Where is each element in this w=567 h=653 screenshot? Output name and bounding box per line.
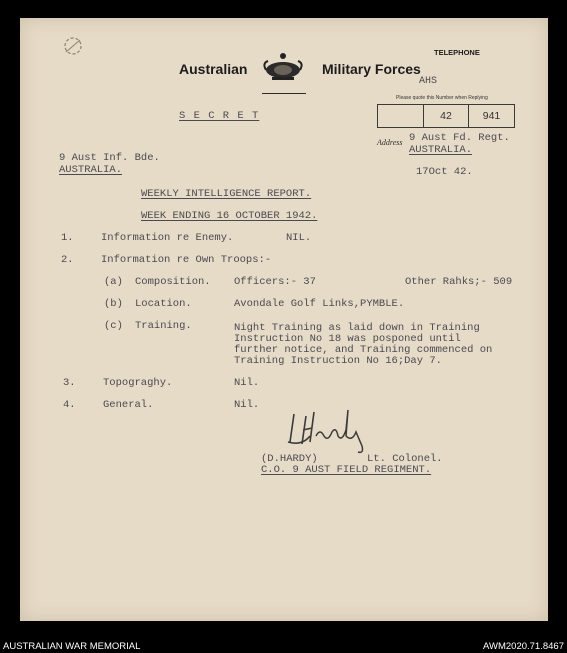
item-2a-label: Composition. (135, 276, 211, 288)
reference-number-box (377, 104, 515, 128)
quote-note: Please quote this Number when Replying (396, 95, 488, 101)
item-2c-line-1: Night Training as laid down in Training (234, 322, 480, 334)
signatory-title: C.O. 9 AUST FIELD REGIMENT. (261, 464, 432, 476)
reference-left-number: 42 (423, 105, 468, 127)
item-2a-other-ranks: Other Rahks;- 509 (405, 276, 513, 288)
item-2a-officers: Officers:- 37 (234, 276, 316, 288)
secret-marking: S E C R E T (179, 110, 260, 122)
item-2-label: Information re Own Troops:- (101, 254, 272, 266)
telephone-label: TELEPHONE (434, 48, 480, 57)
coat-of-arms-icon (262, 51, 304, 83)
item-4-label: General. (103, 399, 154, 411)
letterhead-left: Australian (179, 61, 248, 77)
item-4-number: 4. (63, 399, 76, 411)
handwritten-signature-icon (284, 406, 380, 456)
item-4-value: Nil. (234, 399, 260, 411)
item-2c-line-3: further notice, and Training commenced on (234, 344, 493, 356)
item-3-label: Topograghy. (103, 377, 173, 389)
report-title: WEEKLY INTELLIGENCE REPORT. (141, 188, 312, 200)
item-1-label: Information re Enemy. (101, 232, 234, 244)
item-2b-mark: (b) (104, 298, 123, 310)
address-line-1: 9 Aust Fd. Regt. (409, 132, 510, 144)
item-2b-value: Avondale Golf Links,PYMBLE. (234, 298, 405, 310)
item-3-value: Nil. (234, 377, 260, 389)
signatory-name: (D.HARDY) (261, 453, 318, 465)
address-label: Address (377, 138, 403, 147)
letterhead-rule (262, 93, 306, 94)
signatory-rank: Lt. Colonel. (367, 453, 443, 465)
item-1-number: 1. (61, 232, 74, 244)
document-page (20, 18, 548, 621)
recipient-line-2: AUSTRALIA. (59, 164, 123, 176)
telephone-exchange: AHS (419, 76, 438, 87)
footer-source: AUSTRALIAN WAR MEMORIAL (3, 641, 141, 652)
item-2c-label: Training. (135, 320, 192, 332)
item-2c-line-4: Training Instruction No 16;Day 7. (234, 355, 442, 367)
letterhead-right: Military Forces (322, 61, 421, 77)
item-2c-line-2: Instruction No 18 was posponed until (234, 333, 461, 345)
item-2a-mark: (a) (104, 276, 123, 288)
item-1-value: NIL. (286, 232, 312, 244)
report-subtitle: WEEK ENDING 16 OCTOBER 1942. (141, 210, 318, 222)
item-3-number: 3. (63, 377, 76, 389)
stamp-mark-icon (60, 32, 90, 62)
document-date: 17Oct 42. (416, 166, 473, 178)
item-2c-mark: (c) (104, 320, 123, 332)
reference-right-number: 941 (468, 105, 514, 127)
footer-accession-number: AWM2020.71.8467 (483, 641, 564, 652)
item-2-number: 2. (61, 254, 74, 266)
recipient-line-1: 9 Aust Inf. Bde. (59, 152, 160, 164)
item-2b-label: Location. (135, 298, 192, 310)
address-line-2: AUSTRALIA. (409, 144, 473, 156)
